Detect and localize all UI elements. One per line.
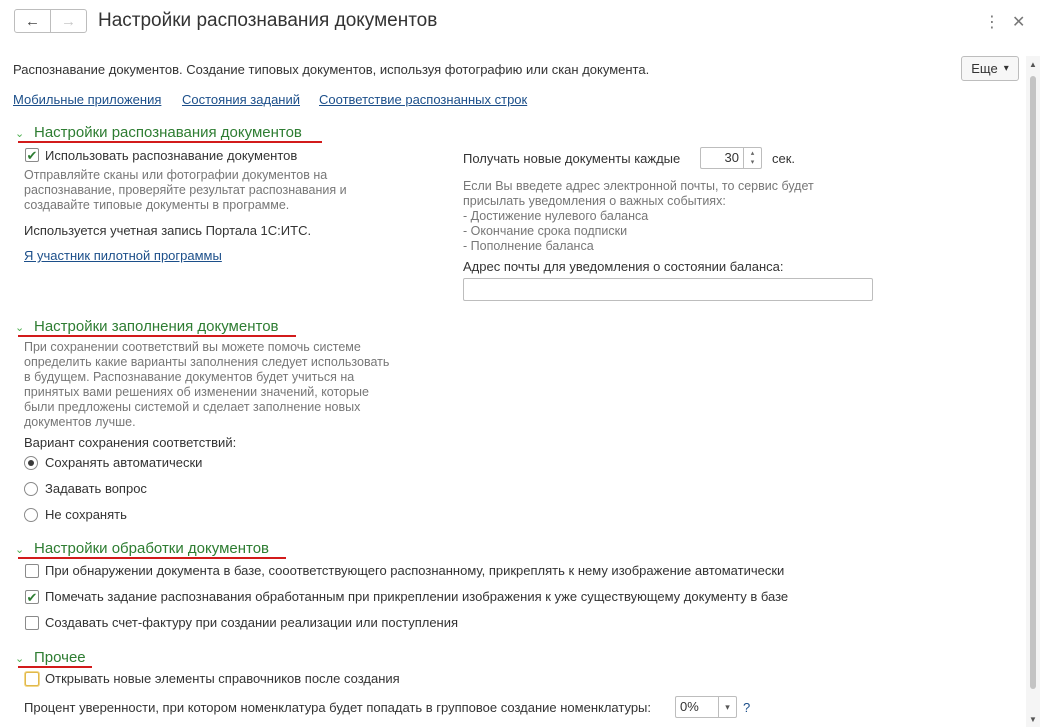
checkbox-label: Помечать задание распознавания обработанным при прикреплении изображения к уже существующему документу в базе <box>45 589 789 604</box>
variant-label: Вариант сохранения соответствий: <box>24 435 237 450</box>
interval-stepper[interactable] <box>700 147 762 169</box>
scroll-up-arrow-icon[interactable]: ▲ <box>1029 60 1037 69</box>
more-actions-icon[interactable]: ⋮ <box>984 14 1000 31</box>
interval-unit: сек. <box>772 151 796 166</box>
chevron-down-icon: ▾ <box>1003 63 1009 74</box>
open-new-items-checkbox[interactable] <box>25 672 39 686</box>
radio-label: Задавать вопрос <box>45 481 147 496</box>
section-underline <box>18 141 322 143</box>
link-mobile-apps[interactable]: Мобильные приложения <box>13 92 162 107</box>
email-hint-line: - Достижение нулевого баланса <box>463 209 649 223</box>
email-hint-line: Если Вы введете адрес электронной почты, то сервис будет <box>463 179 814 193</box>
section-collapse-chevron-icon[interactable]: ⌄ <box>15 653 25 665</box>
interval-value: 30 <box>724 150 739 165</box>
recognition-hint: Отправляйте сканы или фотографии документов на распознавание, проверяйте результат распознавания и создавайте типовые документы в программе. <box>24 168 347 212</box>
radio-save-auto[interactable] <box>24 456 38 470</box>
pilot-program-link[interactable]: Я участник пилотной программы <box>24 248 222 263</box>
create-invoice-checkbox[interactable] <box>25 616 39 630</box>
scroll-down-arrow-icon[interactable]: ▼ <box>1029 715 1037 724</box>
chevron-down-icon[interactable]: ▾ <box>718 697 736 717</box>
use-recognition-label: Использовать распознавание документов <box>45 148 298 163</box>
section-collapse-chevron-icon[interactable]: ⌄ <box>15 322 25 334</box>
confidence-label: Процент уверенности, при котором номенклатура будет попадать в групповое создание номенклатуры: <box>24 700 652 715</box>
section-collapse-chevron-icon[interactable]: ⌄ <box>15 128 25 140</box>
back-button[interactable] <box>14 9 51 33</box>
arrow-left-icon: ← <box>25 12 40 30</box>
account-text: Используется учетная запись Портала 1С:ИТС. <box>24 223 312 238</box>
forward-button[interactable] <box>50 9 87 33</box>
section-title-filling[interactable]: Настройки заполнения документов <box>34 318 279 335</box>
confidence-select[interactable] <box>675 696 737 718</box>
filling-hint: При сохранении соответствий вы можете помочь системе определить какие варианты заполнения следует использовать в будущем. Распознавание документов будет учиться на принятых вами решениях об изменении значений, которые были предложены системой и сделает заполнение новых документов лучше. <box>24 340 390 429</box>
more-button[interactable] <box>961 56 1019 81</box>
link-row-mapping[interactable]: Соответствие распознанных строк <box>319 92 528 107</box>
close-icon[interactable]: ✕ <box>1012 14 1026 31</box>
confidence-value: 0% <box>680 699 699 714</box>
section-title-recognition[interactable]: Настройки распознавания документов <box>34 124 302 141</box>
section-title-other[interactable]: Прочее <box>34 649 86 666</box>
help-icon[interactable]: ? <box>743 700 751 715</box>
stepper-arrows-icon[interactable]: ▴ ▾ <box>743 148 761 168</box>
radio-label: Сохранять автоматически <box>45 455 203 470</box>
section-title-processing[interactable]: Настройки обработки документов <box>34 540 270 557</box>
email-hint <box>463 179 814 254</box>
email-hint-line: - Пополнение баланса <box>463 239 594 253</box>
email-hint-line: присылать уведомления о важных событиях: <box>463 194 726 208</box>
section-underline <box>18 557 286 559</box>
attach-image-checkbox[interactable] <box>25 564 39 578</box>
scrollbar-thumb[interactable] <box>1030 76 1036 689</box>
section-collapse-chevron-icon[interactable]: ⌄ <box>15 544 25 556</box>
window-title: Настройки распознавания документов <box>98 10 438 31</box>
checkbox-label: При обнаружении документа в базе, сооответствующего распознанному, прикреплять к нему изображение автоматически <box>45 563 785 578</box>
email-label: Адрес почты для уведомления о состоянии баланса: <box>463 259 784 274</box>
mark-processed-checkbox[interactable] <box>25 590 39 604</box>
arrow-right-icon: → <box>61 12 76 30</box>
checkmark-icon: ✔ <box>26 147 38 163</box>
checkbox-label: Создавать счет-фактуру при создании реализации или поступления <box>45 615 459 630</box>
use-recognition-checkbox[interactable] <box>25 148 39 162</box>
link-task-states[interactable]: Состояния заданий <box>182 92 300 107</box>
section-underline <box>18 666 92 668</box>
checkbox-label: Открывать новые элементы справочников после создания <box>45 671 400 686</box>
radio-ask[interactable] <box>24 482 38 496</box>
title-bar <box>0 0 1040 44</box>
email-hint-line: - Окончание срока подписки <box>463 224 628 238</box>
email-field[interactable] <box>463 278 873 301</box>
checkmark-icon: ✔ <box>26 589 38 605</box>
radio-label: Не сохранять <box>45 507 127 522</box>
more-button-label: Еще <box>971 61 998 76</box>
interval-label: Получать новые документы каждые <box>463 151 681 166</box>
section-underline <box>18 335 296 337</box>
form-description: Распознавание документов. Создание типовых документов, используя фотографию или скан документа. <box>13 62 650 77</box>
radio-dont-save[interactable] <box>24 508 38 522</box>
